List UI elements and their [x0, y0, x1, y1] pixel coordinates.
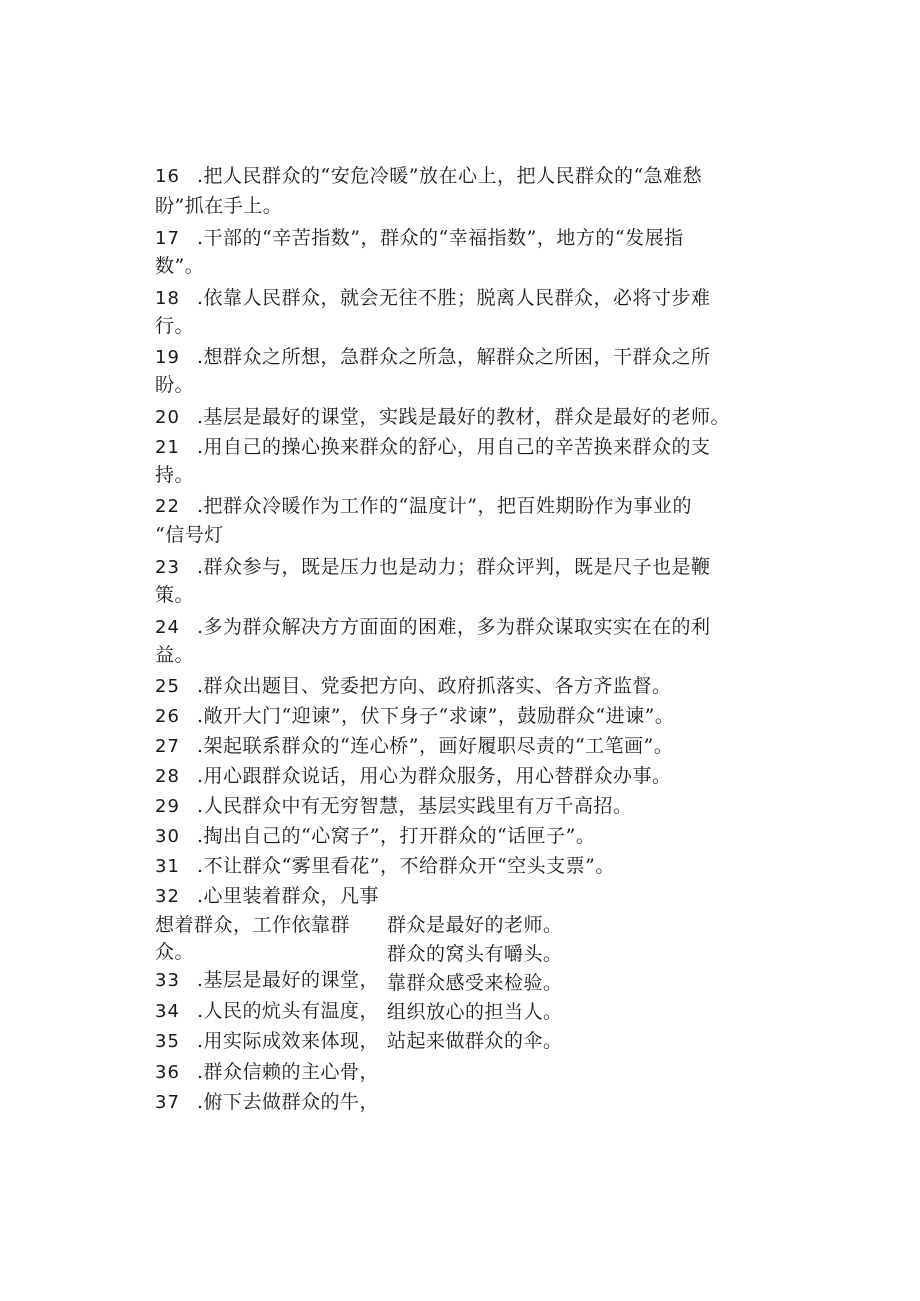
item-continuation: 想着群众，工作依靠群	[155, 914, 351, 936]
item-number: 17	[155, 228, 180, 249]
right-column-line: 站起来做群众的伞。	[387, 1030, 563, 1052]
list-item-23	[155, 555, 711, 580]
item-text: .用实际成效来体现，	[197, 1030, 380, 1052]
item-number: 26	[155, 706, 180, 727]
list-item-16	[155, 164, 702, 189]
item-text: .架起联系群众的“连心桥”，画好履职尽责的“工笔画”。	[197, 735, 674, 757]
list-item-34	[155, 999, 379, 1024]
item-text: .干部的“辛苦指数”，群众的“幸福指数”，地方的“发展指	[197, 227, 684, 249]
item-number: 21	[155, 437, 180, 458]
list-item-20	[155, 405, 730, 430]
list-item-26	[155, 704, 674, 729]
list-item-28	[155, 764, 672, 789]
item-number: 36	[155, 1062, 180, 1083]
item-text: .用心跟群众说话，用心为群众服务，用心替群众办事。	[197, 765, 672, 787]
list-item-30	[155, 824, 595, 849]
list-item-21	[155, 435, 711, 460]
item-text: .用自己的操心换来群众的舒心，用自己的辛苦换来群众的支	[197, 436, 711, 458]
list-item-27	[155, 734, 673, 759]
item-number: 27	[155, 736, 180, 757]
item-number: 29	[155, 796, 180, 817]
item-continuation: “信号灯	[155, 524, 224, 546]
list-item-29	[155, 794, 633, 819]
item-text: .想群众之所想，急群众之所急，解群众之所困，干群众之所	[197, 346, 711, 368]
item-text: .敞开大门“迎谏”，伏下身子“求谏”，鼓励群众“进谏”。	[197, 705, 675, 727]
list-item-37	[155, 1090, 379, 1115]
item-number: 18	[155, 288, 180, 309]
item-number: 31	[155, 856, 180, 877]
item-number: 20	[155, 407, 180, 428]
item-number: 34	[155, 1001, 180, 1022]
item-number: 23	[155, 557, 180, 578]
list-item-18	[155, 286, 711, 311]
list-item-33	[155, 968, 379, 993]
item-text: .不让群众“雾里看花”，不给群众开“空头支票”。	[197, 855, 615, 877]
item-continuation: 众。	[155, 941, 195, 963]
item-number: 28	[155, 766, 180, 787]
item-text: .心里装着群众，凡事	[197, 885, 380, 907]
right-column-line: 组织放心的担当人。	[387, 1001, 563, 1023]
list-item-31	[155, 854, 615, 879]
item-continuation: 持。	[155, 464, 195, 486]
item-text: .群众信赖的主心骨，	[197, 1061, 380, 1083]
item-text: .多为群众解决方方面面的困难，多为群众谋取实实在在的利	[197, 616, 711, 638]
item-text: .基层是最好的课堂，实践是最好的教材，群众是最好的老师。	[197, 406, 731, 428]
item-text: .基层是最好的课堂，	[197, 969, 380, 991]
list-item-17	[155, 226, 684, 251]
item-text: .群众参与，既是压力也是动力；群众评判，既是尺子也是鞭	[197, 556, 711, 578]
item-number: 35	[155, 1031, 180, 1052]
item-continuation: 行。	[155, 315, 195, 337]
item-number: 32	[155, 886, 180, 907]
item-text: .依靠人民群众，就会无往不胜；脱离人民群众，必将寸步难	[197, 287, 711, 309]
item-number: 19	[155, 347, 180, 368]
list-item-25	[155, 674, 672, 699]
item-number: 30	[155, 826, 180, 847]
item-continuation: 盼。	[155, 374, 195, 396]
list-item-22	[155, 494, 692, 519]
right-column-line: 群众的窝头有嚼头。	[387, 943, 563, 965]
item-number: 16	[155, 166, 180, 187]
item-text: .群众出题目、党委把方向、政府抓落实、各方齐监督。	[197, 675, 672, 697]
item-text: .人民的炕头有温度，	[197, 1000, 380, 1022]
item-number: 33	[155, 970, 180, 991]
item-text: .俯下去做群众的牛，	[197, 1091, 380, 1113]
list-item-36	[155, 1060, 379, 1085]
item-number: 22	[155, 496, 180, 517]
item-continuation: 数”。	[155, 255, 205, 277]
item-number: 24	[155, 617, 180, 638]
item-number: 25	[155, 676, 180, 697]
right-column-line: 群众是最好的老师。	[387, 914, 563, 936]
item-text: .把人民群众的“安危冷暖”放在心上，把人民群众的“急难愁	[197, 165, 703, 187]
list-item-32	[155, 884, 379, 909]
item-text: .把群众冷暖作为工作的“温度计”，把百姓期盼作为事业的	[197, 495, 692, 517]
item-continuation: 策。	[155, 584, 195, 606]
list-item-19	[155, 345, 711, 370]
item-continuation: 盼”抓在手上。	[155, 195, 283, 217]
item-number: 37	[155, 1092, 180, 1113]
item-text: .人民群众中有无穷智慧，基层实践里有万千高招。	[197, 795, 633, 817]
item-text: .掏出自己的“心窝子”，打开群众的“话匣子”。	[197, 825, 596, 847]
right-column-line: 靠群众感受来检验。	[387, 972, 563, 994]
list-item-35	[155, 1029, 379, 1054]
item-continuation: 益。	[155, 644, 195, 666]
list-item-24	[155, 615, 711, 640]
